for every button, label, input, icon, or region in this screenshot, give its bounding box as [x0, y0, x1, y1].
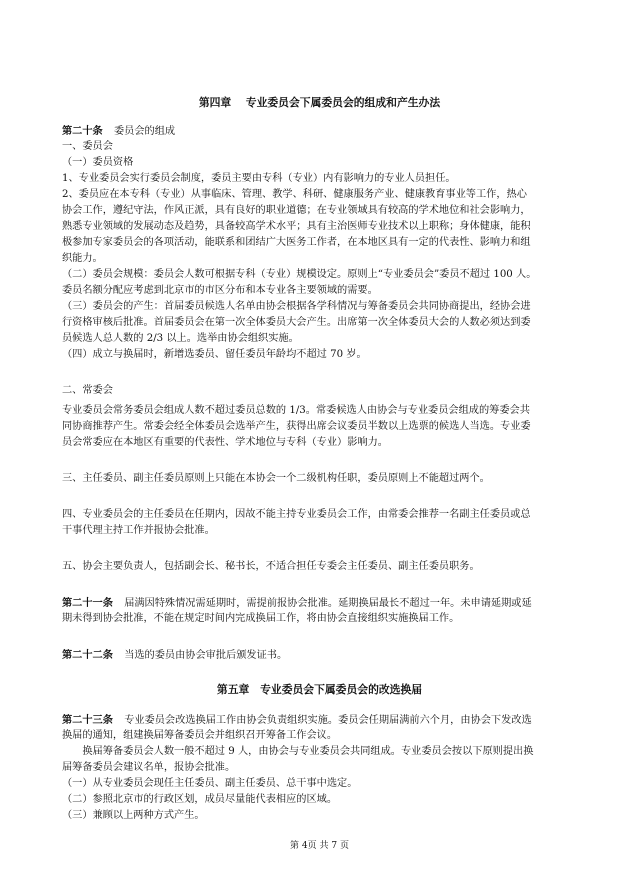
paragraph-line: 行资格审核后批准。首届委员会在第一次全体委员大会产生。出席第一次全体委员大会的人数必须达到委: [62, 317, 531, 328]
paragraph-line: 三、主任委员、副主任委员原则上只能在本协会一个二级机构任职，委员原则上不能超过两个。: [62, 473, 490, 484]
paragraph-line: 换届筹备委员会人数一般不超过 9 人，由协会与专业委员会共同组成。专业委员会按以下原则提出换: [62, 746, 534, 757]
article-23-text: 专业委员会改选换届工作由协会负责组织实施。委员会任期届满前六个月，由协会下发改选: [124, 715, 532, 726]
paragraph-line: 期未得到协会批准，不能在规定时间内完成换届工作，将由协会直接组织实施换届工作。: [62, 613, 460, 624]
paragraph-line: （三）委员会的产生：首届委员候选人名单由协会根据各学科情况与筹备委员会共同协商提出，经协会进: [62, 301, 531, 312]
paragraph-line: （一）委员资格: [62, 157, 134, 168]
article-21-label: 第二十一条: [62, 597, 113, 609]
paragraph-line: （三）兼顾以上两种方式产生。: [62, 810, 205, 821]
chapter-4-title: 第四章 专业委员会下属委员会的组成和产生办法: [198, 96, 441, 109]
paragraph-line: 2、委员应在本专科（专业）从事临床、管理、教学、科研、健康服务产业、健康教育事业等工作，热心: [62, 189, 527, 200]
paragraph-line: 委员名额分配应考虑到北京市的市区分布和本专业各主要领域的需要。: [62, 285, 378, 296]
paragraph-line: 同协商推荐产生。常委会经全体委员会选举产生，获得出席会议委员半数以上选票的候选人当选。专业委: [62, 421, 531, 432]
paragraph-line: 熟悉专业领域的发展动态及趋势，具备较高学术水平；具有主治医师专业技术以上职称；身体健康，能积: [62, 221, 531, 232]
article-20-heading: [62, 124, 582, 139]
paragraph-line: 届筹备委员会建议名单，报协会批准。: [62, 762, 236, 773]
paragraph-line: 四、专业委员会的主任委员在任期内，因故不能主持专业委员会工作，由常委会推荐一名副主任委员或总: [62, 509, 531, 520]
paragraph-line: 五、协会主要负责人，包括副会长、秘书长，不适合担任专委会主任委员、副主任委员职务。: [62, 561, 480, 572]
paragraph-line: 极参加专家委员会的各项活动，能联系和团结广大医务工作者，在本地区具有一定的代表性、影响力和组: [62, 237, 531, 248]
paragraph-line: 换届的通知，组建换届筹备委员会并组织召开筹备工作会议。: [62, 730, 338, 741]
article-22-text: 当选的委员由协会审批后颁发证书。: [124, 650, 288, 661]
article-21-line: [62, 596, 582, 611]
paragraph-line: 一、委员会: [62, 141, 113, 152]
article-22-line: [62, 648, 582, 663]
article-20-label: 第二十条: [62, 125, 103, 137]
chapter-5-title: 第五章 专业委员会下属委员会的改选换届: [216, 683, 423, 696]
page-number-footer: 第 4页 共 7 页: [290, 841, 349, 851]
paragraph-line: 专业委员会常务委员会组成人数不超过委员总数的 1/3。常委候选人由协会与专业委员会组成的筹委会共: [62, 405, 530, 416]
paragraph-line: （一）从专业委员会现任主任委员、副主任委员、总干事中选定。: [62, 778, 358, 789]
article-22-label: 第二十二条: [62, 649, 113, 661]
paragraph-line: 织能力。: [62, 253, 103, 264]
paragraph-line: 1、专业委员会实行委员会制度，委员主要由专科（专业）内有影响力的专业人员担任。: [62, 173, 456, 184]
paragraph-line: 员会常委应在本地区有重要的代表性、学术地位与专科（专业）影响力。: [62, 437, 388, 448]
article-20-title: 委员会的组成: [114, 126, 176, 137]
article-21-text: 届满因特殊情况需延期时，需提前报协会批准。延期换届最长不超过一年。未申请延期或延: [124, 598, 532, 609]
article-23-line: [62, 713, 582, 728]
article-23-label: 第二十三条: [62, 714, 113, 726]
paragraph-line: （二）参照北京市的行政区划，成员尽量能代表相应的区域。: [62, 794, 338, 805]
paragraph-line: （二）委员会规模：委员会人数可根据专科（专业）规模设定。原则上“专业委员会”委员不超过 100 人。: [62, 269, 537, 280]
paragraph-line: 协会工作，遵纪守法，作风正派，具有良好的职业道德；在专业领域具有较高的学术地位和社会影响力，: [62, 205, 531, 216]
paragraph-line: 员候选人总人数的 2/3 以上。选举由协会组织实施。: [62, 333, 299, 344]
paragraph-line: （四）成立与换届时，新增选委员、留任委员年龄均不超过 70 岁。: [62, 349, 367, 360]
paragraph-line: 二、常委会: [62, 385, 113, 396]
paragraph-line: 干事代理主持工作并报协会批准。: [62, 525, 215, 536]
